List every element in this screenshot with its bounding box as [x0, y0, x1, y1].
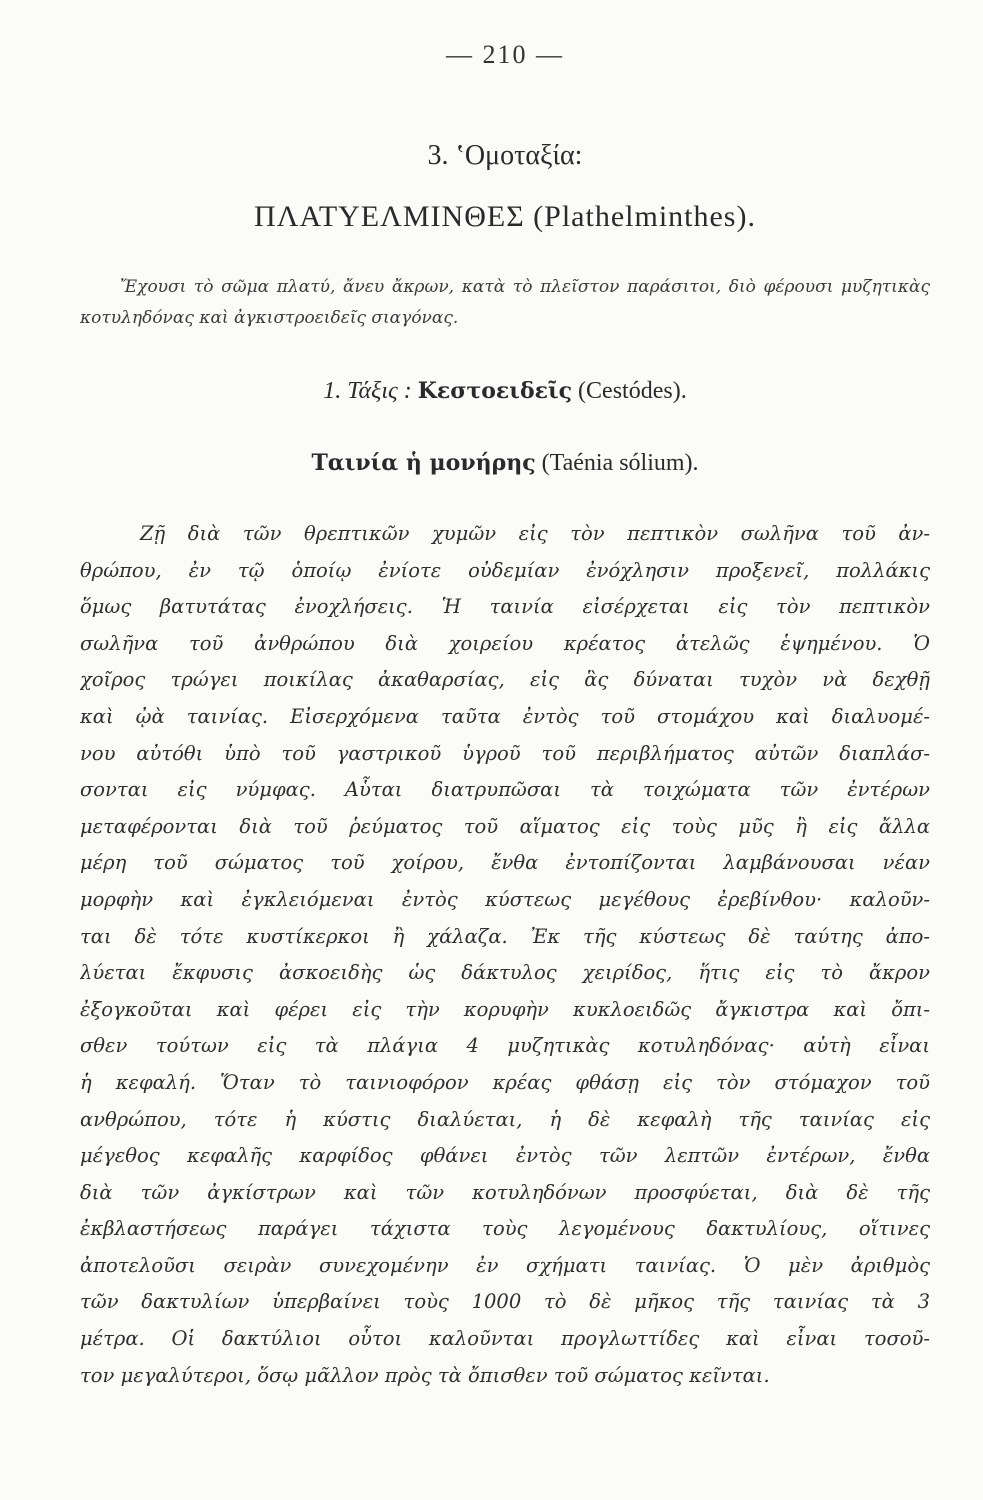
body-line: ἐξογκοῦται καὶ φέρει εἰς τὴν κορυφὴν κυκλοειδῶς ἄγκιστρα καὶ ὄπι-: [80, 997, 930, 1021]
taxis-heading: [80, 378, 930, 405]
body-line: τῶν δακτυλίων ὑπερβαίνει τοὺς 1000 τὸ δὲ μῆκος τῆς ταινίας τὰ 3: [80, 1290, 930, 1314]
taxis-name: Κεστοειδεῖς: [417, 378, 573, 404]
body-line: σονται εἰς νύμφας. Αὗται διατρυπῶσαι τὰ τοιχώματα τῶν ἐντέρων: [80, 778, 930, 802]
body-line: νου αὐτόθι ὑπὸ τοῦ γαστρικοῦ ὑγροῦ τοῦ περιβλήματος αὐτῶν διαπλάσ-: [80, 741, 930, 765]
body-line: ἀποτελοῦσι σειρὰν συνεχομένην ἐν σχήματι ταινίας. Ὁ μὲν ἀριθμὸς: [80, 1253, 930, 1277]
species-heading: [80, 450, 930, 477]
body-line: ἐκβλαστήσεως παράγει τάχιστα τοὺς λεγομένους δακτυλίους, οἵτινες: [80, 1217, 930, 1241]
body-line: μέρη τοῦ σώματος τοῦ χοίρου, ἔνθα ἐντοπίζονται λαμβάνουσαι νέαν: [80, 851, 930, 875]
body-text: [80, 516, 930, 1394]
taxis-latin: (Cestódes).: [578, 378, 687, 404]
body-line: μέτρα. Οἱ δακτύλιοι οὗτοι καλοῦνται προγλωττίδες καὶ εἶναι τοσοῦ-: [80, 1327, 930, 1351]
body-line: διὰ τῶν ἀγκίστρων καὶ τῶν κοτυληδόνων προσφύεται, διὰ δὲ τῆς: [80, 1180, 930, 1204]
body-line: ανθρώπου, τότε ἡ κύστις διαλύεται, ἡ δὲ κεφαλὴ τῆς ταινίας εἰς: [80, 1107, 930, 1131]
body-line: μορφὴν καὶ ἐγκλειόμεναι ἐντὸς κύστεως μεγέθους ἐρεβίνθου· καλοῦν-: [80, 887, 930, 911]
intro-paragraph: Ἔχουσι τὸ σῶμα πλατύ, ἄνευ ἄκρων, κατὰ τὸ πλεῖστον παράσιτοι, διὸ φέρουσι μυζητικὰς κοτυληδόνας καὶ ἀγκιστροειδεῖς σιαγόνας.: [80, 277, 930, 328]
body-line: Ζῇ διὰ τῶν θρεπτικῶν χυμῶν εἰς τὸν πεπτικὸν σωλῆνα τοῦ ἀν-: [140, 522, 930, 545]
species-latin: (Taénia sólium).: [541, 450, 699, 476]
body-line: μέγεθος κεφαλῆς καρφίδος φθάνει ἐντὸς τῶν λεπτῶν ἐντέρων, ἔνθα: [80, 1144, 930, 1168]
taxis-label: 1. Τάξις :: [323, 378, 412, 404]
body-line: ται δὲ τότε κυστίκερκοι ἢ χάλαζα. Ἐκ τῆς κύστεως δὲ ταύτης ἀπο-: [80, 924, 930, 948]
body-line: θρώπου, ἐν τῷ ὁποίῳ ἐνίοτε οὐδεμίαν ἐνόχλησιν προξενεῖ, πολλάκις: [80, 558, 930, 582]
body-line: μεταφέρονται διὰ τοῦ ῥεύματος τοῦ αἵματος εἰς τοὺς μῦς ἢ εἰς ἄλλα: [80, 814, 930, 838]
species-name: Ταινία ἡ μονήρης: [311, 450, 536, 476]
body-line: λύεται ἔκφυσις ἀσκοειδὴς ὡς δάκτυλος χειρίδος, ἥτις εἰς τὸ ἄκρον: [80, 961, 930, 985]
body-line: σωλῆνα τοῦ ἀνθρώπου διὰ χοιρείου κρέατος ἀτελῶς ἑψημένου. Ὁ: [80, 631, 930, 655]
body-line: τον μεγαλύτεροι, ὅσῳ μᾶλλον πρὸς τὰ ὄπισθεν τοῦ σώματος κεῖνται.: [80, 1363, 770, 1387]
class-heading: ΠΛΑΤΥΕΛΜΙΝΘΕΣ (Plathelminthes).: [254, 200, 756, 233]
page-number: — 210 —: [446, 40, 564, 69]
body-line: χοῖρος τρώγει ποικίλας ἀκαθαρσίας, εἰς ἃς δύναται τυχὸν νὰ δεχθῇ: [80, 668, 930, 692]
body-line: σθεν τούτων εἰς τὰ πλάγια 4 μυζητικὰς κοτυληδόνας· αὐτὴ εἶναι: [80, 1034, 930, 1058]
body-line: ὅμως βατυτάτας ἐνοχλήσεις. Ἡ ταινία εἰσέρχεται εἰς τὸν πεπτικὸν: [80, 595, 930, 619]
body-line: ἡ κεφαλή. Ὅταν τὸ ταινιοφόρον κρέας φθάσῃ εἰς τὸν στόμαχον τοῦ: [80, 1070, 930, 1094]
body-line: καὶ ᾠὰ ταινίας. Εἰσερχόμενα ταῦτα ἐντὸς τοῦ στομάχου καὶ διαλυομέ-: [80, 704, 930, 728]
order-heading: 3. ʽΟμοταξία:: [427, 140, 583, 171]
